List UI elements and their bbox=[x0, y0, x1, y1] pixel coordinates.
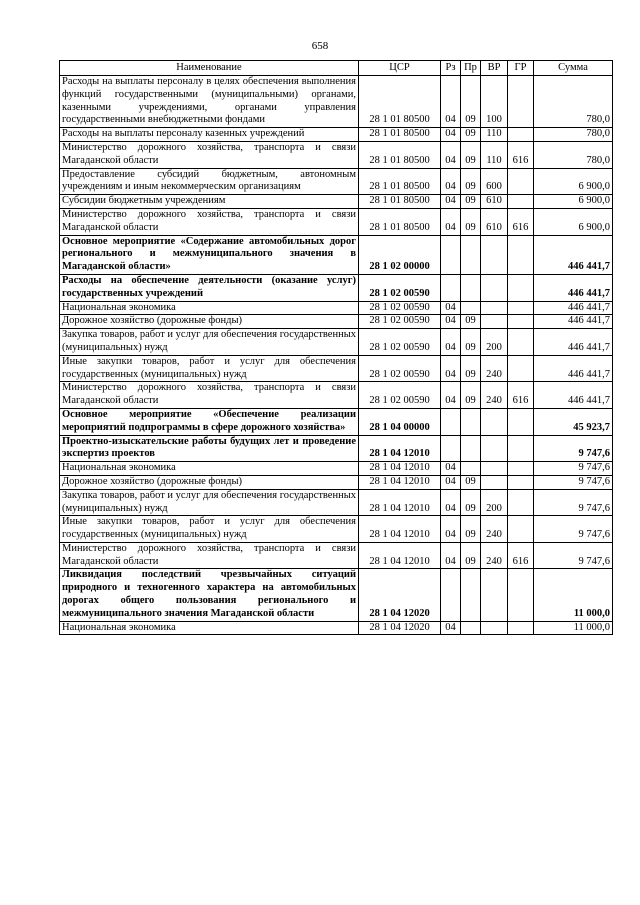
row-gr bbox=[508, 435, 534, 462]
row-vr bbox=[481, 408, 508, 435]
table-row bbox=[60, 168, 613, 195]
row-name: Министерство дорожного хозяйства, транспорта и связи Магаданской области bbox=[60, 382, 359, 409]
table-row bbox=[60, 462, 613, 476]
row-sum: 9 747,6 bbox=[534, 542, 613, 569]
row-pr: 09 bbox=[461, 141, 481, 168]
row-name: Основное мероприятие «Содержание автомобильных дорог регионального и межмуниципального значения в Магаданской области» bbox=[60, 235, 359, 274]
row-gr bbox=[508, 569, 534, 621]
row-csr: 28 1 02 00590 bbox=[359, 329, 441, 356]
row-gr bbox=[508, 489, 534, 516]
row-vr bbox=[481, 301, 508, 315]
row-sum: 446 441,7 bbox=[534, 329, 613, 356]
row-pr bbox=[461, 621, 481, 635]
row-sum: 446 441,7 bbox=[534, 382, 613, 409]
table-row bbox=[60, 141, 613, 168]
row-vr: 110 bbox=[481, 128, 508, 142]
row-name: Иные закупки товаров, работ и услуг для обеспечения государственных (муниципальных) нужд bbox=[60, 516, 359, 543]
row-pr: 09 bbox=[461, 76, 481, 128]
row-pr: 09 bbox=[461, 329, 481, 356]
row-sum: 780,0 bbox=[534, 141, 613, 168]
row-gr bbox=[508, 168, 534, 195]
row-csr: 28 1 01 80500 bbox=[359, 76, 441, 128]
row-sum: 446 441,7 bbox=[534, 235, 613, 274]
header-name: Наименование bbox=[60, 61, 359, 76]
row-name: Министерство дорожного хозяйства, транспорта и связи Магаданской области bbox=[60, 141, 359, 168]
row-pr bbox=[461, 408, 481, 435]
row-csr: 28 1 04 12010 bbox=[359, 462, 441, 476]
table-row bbox=[60, 516, 613, 543]
row-name: Расходы на обеспечение деятельности (оказание услуг) государственных учреждений bbox=[60, 274, 359, 301]
row-csr: 28 1 04 12010 bbox=[359, 516, 441, 543]
header-sum: Сумма bbox=[534, 61, 613, 76]
row-vr bbox=[481, 315, 508, 329]
header-csr: ЦСР bbox=[359, 61, 441, 76]
row-gr bbox=[508, 462, 534, 476]
row-name: Предоставление субсидий бюджетным, автономным учреждениям и иным некоммерческим организациям bbox=[60, 168, 359, 195]
table-row bbox=[60, 235, 613, 274]
table-row bbox=[60, 301, 613, 315]
table-row bbox=[60, 569, 613, 621]
row-pr: 09 bbox=[461, 315, 481, 329]
row-pr bbox=[461, 569, 481, 621]
row-name: Основное мероприятие «Обеспечение реализации мероприятий подпрограммы в сфере дорожного хозяйства» bbox=[60, 408, 359, 435]
row-sum: 780,0 bbox=[534, 128, 613, 142]
row-vr: 200 bbox=[481, 489, 508, 516]
table-row bbox=[60, 382, 613, 409]
table-row bbox=[60, 542, 613, 569]
page-number: 658 bbox=[311, 40, 329, 52]
row-gr bbox=[508, 355, 534, 382]
row-csr: 28 1 04 12020 bbox=[359, 621, 441, 635]
row-rz bbox=[441, 408, 461, 435]
row-sum: 446 441,7 bbox=[534, 274, 613, 301]
table-row bbox=[60, 408, 613, 435]
row-sum: 9 747,6 bbox=[534, 489, 613, 516]
budget-table bbox=[59, 60, 613, 635]
row-name: Дорожное хозяйство (дорожные фонды) bbox=[60, 475, 359, 489]
row-name: Ликвидация последствий чрезвычайных ситуаций природного и техногенного характера на автомобильных дорогах общего пользования регионального и межмуниципального значения Магаданской области bbox=[60, 569, 359, 621]
row-name: Министерство дорожного хозяйства, транспорта и связи Магаданской области bbox=[60, 208, 359, 235]
row-gr bbox=[508, 329, 534, 356]
table-row bbox=[60, 128, 613, 142]
row-gr bbox=[508, 516, 534, 543]
row-name: Проектно-изыскательские работы будущих лет и проведение экспертиз проектов bbox=[60, 435, 359, 462]
row-gr bbox=[508, 408, 534, 435]
row-csr: 28 1 02 00590 bbox=[359, 274, 441, 301]
header-rz: Рз bbox=[441, 61, 461, 76]
row-rz: 04 bbox=[441, 301, 461, 315]
row-pr: 09 bbox=[461, 489, 481, 516]
row-vr: 110 bbox=[481, 141, 508, 168]
row-sum: 9 747,6 bbox=[534, 435, 613, 462]
row-csr: 28 1 04 12010 bbox=[359, 542, 441, 569]
row-csr: 28 1 02 00590 bbox=[359, 382, 441, 409]
row-name: Дорожное хозяйство (дорожные фонды) bbox=[60, 315, 359, 329]
row-pr: 09 bbox=[461, 168, 481, 195]
row-csr: 28 1 02 00000 bbox=[359, 235, 441, 274]
row-csr: 28 1 04 12010 bbox=[359, 489, 441, 516]
table-row bbox=[60, 274, 613, 301]
row-gr bbox=[508, 128, 534, 142]
row-rz: 04 bbox=[441, 621, 461, 635]
row-vr: 200 bbox=[481, 329, 508, 356]
row-pr bbox=[461, 435, 481, 462]
row-name: Закупка товаров, работ и услуг для обеспечения государственных (муниципальных) нужд bbox=[60, 329, 359, 356]
table-row bbox=[60, 76, 613, 128]
row-vr bbox=[481, 235, 508, 274]
row-rz: 04 bbox=[441, 462, 461, 476]
row-pr: 09 bbox=[461, 208, 481, 235]
row-csr: 28 1 01 80500 bbox=[359, 195, 441, 209]
row-gr: 616 bbox=[508, 542, 534, 569]
row-csr: 28 1 01 80500 bbox=[359, 141, 441, 168]
row-vr bbox=[481, 475, 508, 489]
row-pr: 09 bbox=[461, 516, 481, 543]
row-gr bbox=[508, 235, 534, 274]
row-vr bbox=[481, 569, 508, 621]
row-rz: 04 bbox=[441, 542, 461, 569]
table-row bbox=[60, 195, 613, 209]
row-name: Министерство дорожного хозяйства, транспорта и связи Магаданской области bbox=[60, 542, 359, 569]
row-sum: 11 000,0 bbox=[534, 621, 613, 635]
row-pr bbox=[461, 235, 481, 274]
table-row bbox=[60, 208, 613, 235]
row-name: Расходы на выплаты персоналу казенных учреждений bbox=[60, 128, 359, 142]
row-vr: 240 bbox=[481, 516, 508, 543]
row-rz bbox=[441, 235, 461, 274]
row-sum: 9 747,6 bbox=[534, 516, 613, 543]
row-sum: 45 923,7 bbox=[534, 408, 613, 435]
row-name: Иные закупки товаров, работ и услуг для обеспечения государственных (муниципальных) нужд bbox=[60, 355, 359, 382]
row-pr: 09 bbox=[461, 128, 481, 142]
row-rz: 04 bbox=[441, 208, 461, 235]
row-csr: 28 1 01 80500 bbox=[359, 208, 441, 235]
row-rz: 04 bbox=[441, 489, 461, 516]
row-gr bbox=[508, 274, 534, 301]
row-gr bbox=[508, 301, 534, 315]
row-sum: 9 747,6 bbox=[534, 462, 613, 476]
row-csr: 28 1 04 12010 bbox=[359, 475, 441, 489]
row-name: Расходы на выплаты персоналу в целях обеспечения выполнения функций государственными (муниципальными) органами, казенными учреждениями, органами управления государственными внебюджетными фондами bbox=[60, 76, 359, 128]
row-sum: 446 441,7 bbox=[534, 301, 613, 315]
row-rz: 04 bbox=[441, 76, 461, 128]
row-pr: 09 bbox=[461, 382, 481, 409]
table-row bbox=[60, 329, 613, 356]
row-vr: 240 bbox=[481, 355, 508, 382]
row-name: Национальная экономика bbox=[60, 462, 359, 476]
row-vr bbox=[481, 462, 508, 476]
row-gr: 616 bbox=[508, 382, 534, 409]
row-vr: 610 bbox=[481, 195, 508, 209]
row-rz bbox=[441, 274, 461, 301]
row-vr: 610 bbox=[481, 208, 508, 235]
row-pr bbox=[461, 274, 481, 301]
table-body bbox=[60, 76, 613, 635]
row-vr: 240 bbox=[481, 382, 508, 409]
row-pr: 09 bbox=[461, 542, 481, 569]
row-pr: 09 bbox=[461, 355, 481, 382]
table-row bbox=[60, 475, 613, 489]
row-csr: 28 1 01 80500 bbox=[359, 168, 441, 195]
row-sum: 446 441,7 bbox=[534, 315, 613, 329]
row-sum: 6 900,0 bbox=[534, 208, 613, 235]
row-csr: 28 1 02 00590 bbox=[359, 355, 441, 382]
row-rz: 04 bbox=[441, 382, 461, 409]
row-sum: 11 000,0 bbox=[534, 569, 613, 621]
row-rz: 04 bbox=[441, 315, 461, 329]
row-pr: 09 bbox=[461, 195, 481, 209]
row-csr: 28 1 04 12010 bbox=[359, 435, 441, 462]
table-row bbox=[60, 355, 613, 382]
row-name: Закупка товаров, работ и услуг для обеспечения государственных (муниципальных) нужд bbox=[60, 489, 359, 516]
row-pr bbox=[461, 301, 481, 315]
table-row bbox=[60, 489, 613, 516]
row-sum: 6 900,0 bbox=[534, 195, 613, 209]
row-vr: 100 bbox=[481, 76, 508, 128]
row-sum: 780,0 bbox=[534, 76, 613, 128]
row-sum: 6 900,0 bbox=[534, 168, 613, 195]
row-name: Национальная экономика bbox=[60, 621, 359, 635]
row-rz: 04 bbox=[441, 168, 461, 195]
table-row bbox=[60, 315, 613, 329]
row-gr bbox=[508, 195, 534, 209]
row-gr bbox=[508, 76, 534, 128]
row-gr: 616 bbox=[508, 208, 534, 235]
row-rz bbox=[441, 435, 461, 462]
table-header-row bbox=[60, 61, 613, 76]
table-row bbox=[60, 621, 613, 635]
row-name: Национальная экономика bbox=[60, 301, 359, 315]
row-rz: 04 bbox=[441, 475, 461, 489]
row-vr bbox=[481, 621, 508, 635]
row-csr: 28 1 02 00590 bbox=[359, 315, 441, 329]
table-row bbox=[60, 435, 613, 462]
row-name: Субсидии бюджетным учреждениям bbox=[60, 195, 359, 209]
row-vr bbox=[481, 435, 508, 462]
row-pr bbox=[461, 462, 481, 476]
row-rz: 04 bbox=[441, 355, 461, 382]
header-pr: Пр bbox=[461, 61, 481, 76]
header-vr: ВР bbox=[481, 61, 508, 76]
row-csr: 28 1 04 00000 bbox=[359, 408, 441, 435]
row-vr bbox=[481, 274, 508, 301]
row-rz: 04 bbox=[441, 128, 461, 142]
row-gr: 616 bbox=[508, 141, 534, 168]
row-sum: 446 441,7 bbox=[534, 355, 613, 382]
row-vr: 600 bbox=[481, 168, 508, 195]
header-gr: ГР bbox=[508, 61, 534, 76]
row-csr: 28 1 01 80500 bbox=[359, 128, 441, 142]
row-pr: 09 bbox=[461, 475, 481, 489]
row-csr: 28 1 02 00590 bbox=[359, 301, 441, 315]
row-rz bbox=[441, 569, 461, 621]
row-csr: 28 1 04 12020 bbox=[359, 569, 441, 621]
row-gr bbox=[508, 315, 534, 329]
row-rz: 04 bbox=[441, 329, 461, 356]
row-rz: 04 bbox=[441, 195, 461, 209]
row-vr: 240 bbox=[481, 542, 508, 569]
row-rz: 04 bbox=[441, 141, 461, 168]
row-sum: 9 747,6 bbox=[534, 475, 613, 489]
row-gr bbox=[508, 621, 534, 635]
row-gr bbox=[508, 475, 534, 489]
row-rz: 04 bbox=[441, 516, 461, 543]
